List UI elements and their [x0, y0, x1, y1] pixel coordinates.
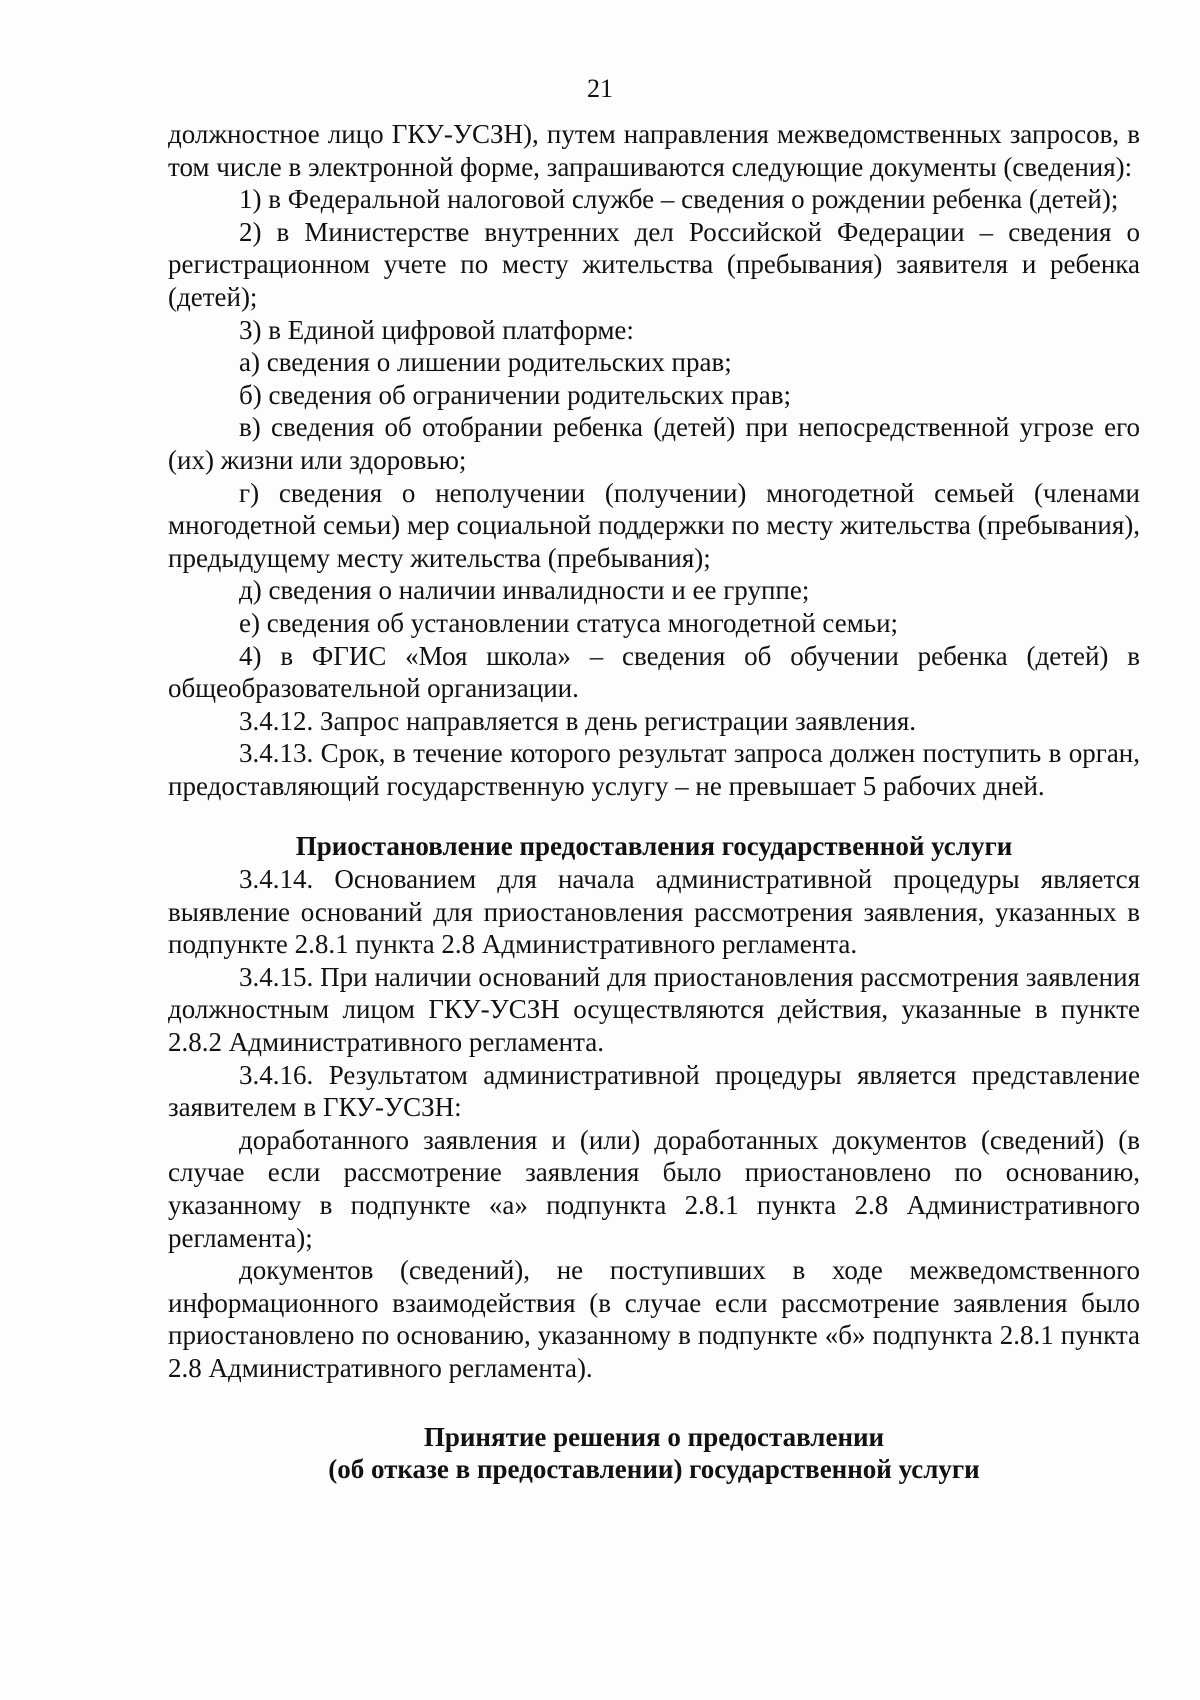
- paragraph: а) сведения о лишении родительских прав;: [239, 347, 732, 378]
- page-number: 21: [587, 74, 613, 103]
- paragraph: д) сведения о наличии инвалидности и ее группе;: [239, 575, 810, 606]
- document-body: [168, 118, 1140, 1486]
- paragraph: 2) в Министерстве внутренних дел Российской Федерации – сведения о регистрационном учете по месту жительства (пребывания) заявителя и ребенка (детей);: [168, 216, 1140, 312]
- paragraph-group-suspension: [168, 863, 1140, 1385]
- paragraph-group-requests: [168, 118, 1140, 802]
- paragraph: 4) в ФГИС «Моя школа» – сведения об обучении ребенка (детей) в общеобразовательной организации.: [168, 640, 1140, 704]
- paragraph: 1) в Федеральной налоговой службе – сведения о рождении ребенка (детей);: [239, 184, 1119, 215]
- paragraph: 3.4.15. При наличии оснований для приостановления рассмотрения заявления должностным лицом ГКУ-УСЗН осуществляются действия, указанные в пункте 2.8.2 Административного регламента.: [168, 961, 1140, 1058]
- paragraph: 3) в Единой цифровой платформе:: [239, 314, 634, 345]
- section-heading-suspension: Приостановление предоставления государственной услуги: [295, 831, 1013, 862]
- section-heading-decision-line-1: Принятие решения о предоставлении: [423, 1421, 885, 1452]
- paragraph: должностное лицо ГКУ-УСЗН), путем направления межведомственных запросов, в том числе в электронной форме, запрашиваются следующие документы (сведения):: [168, 119, 1140, 182]
- paragraph: е) сведения об установлении статуса многодетной семьи;: [239, 607, 899, 638]
- paragraph: 3.4.12. Запрос направляется в день регистрации заявления.: [239, 705, 916, 736]
- paragraph: в) сведения об отобрании ребенка (детей) при непосредственной угрозе его (их) жизни или здоровью;: [168, 412, 1140, 475]
- paragraph: 3.4.14. Основанием для начала административной процедуры является выявление оснований для приостановления рассмотрения заявления, указанных в подпункте 2.8.1 пункта 2.8 Административного регламента.: [168, 864, 1140, 960]
- paragraph: 3.4.13. Срок, в течение которого результат запроса должен поступить в орган, предоставляющий государственную услугу – не превышает 5 рабочих дней.: [168, 738, 1140, 801]
- section-heading-decision-line-2: (об отказе в предоставлении) государственной услуги: [328, 1454, 980, 1485]
- paragraph: документов (сведений), не поступивших в ходе межведомственного информационного взаимодействия (в случае если рассмотрение заявления было приостановлено по основанию, указанному в подпункте «б» подпункта 2.8.1 пункта 2.8 Административного регламента).: [168, 1255, 1140, 1383]
- paragraph: 3.4.16. Результатом административной процедуры является представление заявителем в ГКУ-УСЗН:: [168, 1059, 1140, 1123]
- paragraph: б) сведения об ограничении родительских прав;: [239, 379, 792, 410]
- paragraph: г) сведения о неполучении (получении) многодетной семьей (членами многодетной семьи) мер социальной поддержки по месту жительства (пребывания), предыдущему месту жительства (пребывания);: [168, 477, 1140, 573]
- paragraph: доработанного заявления и (или) доработанных документов (сведений) (в случае если рассмотрение заявления было приостановлено по основанию, указанному в подпункте «а» подпункта 2.8.1 пункта 2.8 Административного регламента);: [168, 1124, 1140, 1253]
